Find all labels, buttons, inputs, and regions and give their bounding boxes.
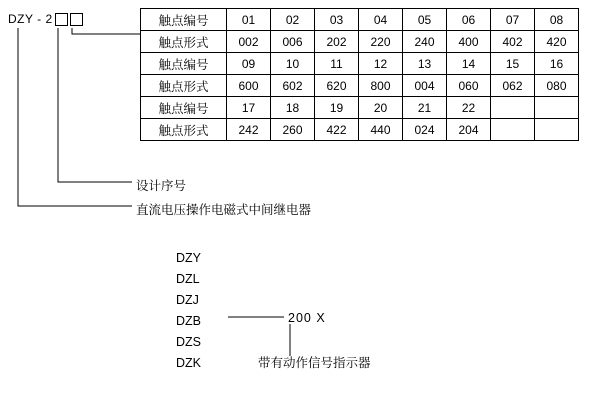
- contact-table-body: [141, 9, 579, 141]
- table-row: [141, 9, 579, 31]
- table-cell: 03: [315, 9, 359, 31]
- table-cell: 006: [271, 31, 315, 53]
- table-cell: 620: [315, 75, 359, 97]
- table-cell: 202: [315, 31, 359, 53]
- table-row: [141, 53, 579, 75]
- table-cell: 04: [359, 9, 403, 31]
- table-cell: 05: [403, 9, 447, 31]
- annotation-description: 直流电压操作电磁式中间继电器: [136, 203, 312, 217]
- table-cell: 080: [535, 75, 579, 97]
- row-label: 触点形式: [141, 31, 227, 53]
- table-cell: 21: [403, 97, 447, 119]
- list-item: DZY: [176, 251, 201, 265]
- model-code-prefix: DZY - 2: [8, 12, 53, 26]
- row-label: 触点编号: [141, 53, 227, 75]
- table-row: [141, 31, 579, 53]
- table-cell: 024: [403, 119, 447, 141]
- table-cell: 17: [227, 97, 271, 119]
- table-cell: 400: [447, 31, 491, 53]
- table-cell: 062: [491, 75, 535, 97]
- list-item: DZK: [176, 356, 201, 370]
- table-cell: 13: [403, 53, 447, 75]
- table-row: [141, 119, 579, 141]
- row-label: 触点形式: [141, 119, 227, 141]
- table-cell: 06: [447, 9, 491, 31]
- table-cell: 220: [359, 31, 403, 53]
- table-cell: 422: [315, 119, 359, 141]
- row-label: 触点编号: [141, 97, 227, 119]
- table-cell: 15: [491, 53, 535, 75]
- table-cell: 002: [227, 31, 271, 53]
- table-cell: 260: [271, 119, 315, 141]
- table-cell: 22: [447, 97, 491, 119]
- table-row: [141, 75, 579, 97]
- table-cell: 18: [271, 97, 315, 119]
- table-cell: 060: [447, 75, 491, 97]
- table-cell: 19: [315, 97, 359, 119]
- table-cell: 07: [491, 9, 535, 31]
- table-cell: 08: [535, 9, 579, 31]
- table-cell: 20: [359, 97, 403, 119]
- row-label: 触点编号: [141, 9, 227, 31]
- table-cell: 09: [227, 53, 271, 75]
- table-cell: 14: [447, 53, 491, 75]
- table-cell: 11: [315, 53, 359, 75]
- table-cell: 602: [271, 75, 315, 97]
- table-cell: 440: [359, 119, 403, 141]
- table-cell: 004: [403, 75, 447, 97]
- table-cell: 800: [359, 75, 403, 97]
- table-cell: 600: [227, 75, 271, 97]
- table-cell: 420: [535, 31, 579, 53]
- series-list: [176, 248, 201, 374]
- table-cell: 01: [227, 9, 271, 31]
- table-cell: [491, 119, 535, 141]
- series-suffix-label: 200 X: [288, 311, 326, 325]
- list-item: DZL: [176, 272, 200, 286]
- table-cell: 240: [403, 31, 447, 53]
- table-cell: 10: [271, 53, 315, 75]
- table-cell: 16: [535, 53, 579, 75]
- table-cell: 242: [227, 119, 271, 141]
- list-item: DZS: [176, 335, 201, 349]
- row-label: 触点形式: [141, 75, 227, 97]
- table-cell: 402: [491, 31, 535, 53]
- table-cell: [491, 97, 535, 119]
- contact-table: [140, 8, 579, 141]
- table-cell: 12: [359, 53, 403, 75]
- table-row: [141, 97, 579, 119]
- series-note-label: 带有动作信号指示器: [258, 356, 371, 370]
- annotation-design-number: 设计序号: [136, 179, 187, 193]
- table-cell: 204: [447, 119, 491, 141]
- list-item: DZB: [176, 314, 201, 328]
- list-item: DZJ: [176, 293, 199, 307]
- table-cell: [535, 97, 579, 119]
- table-cell: [535, 119, 579, 141]
- table-cell: 02: [271, 9, 315, 31]
